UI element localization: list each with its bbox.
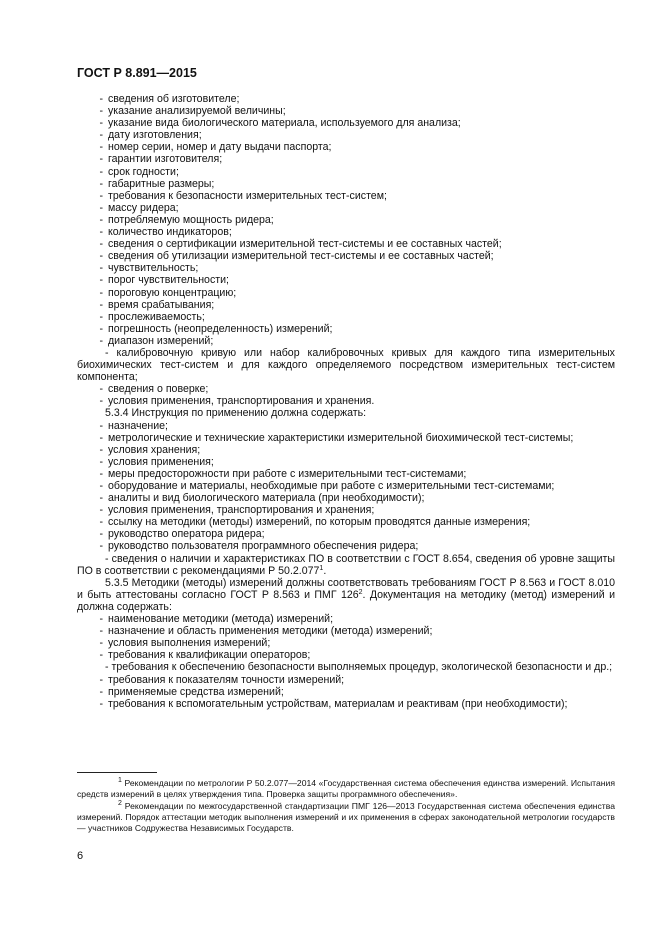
list-item-text: условия применения; bbox=[108, 455, 214, 468]
list-dash: - bbox=[99, 383, 103, 396]
list-item bbox=[77, 105, 615, 117]
list-dash: - bbox=[99, 117, 103, 130]
paragraph-safety: - требования к обеспечению безопасности выполняемых процедур, экологической безопасности и др.; bbox=[105, 661, 613, 674]
footnote-2-text: Рекомендации по межгосударственной стандартизации ПМГ 126—2013 Государственная система обеспечения единства измерений. Порядок аттестации методик выполнения измерений и их применения в сферах законодательной метрологии государств — участников Содружества Независимых Государств. bbox=[77, 801, 615, 833]
page-body bbox=[77, 93, 615, 710]
list-item bbox=[77, 444, 615, 456]
list-dash: - bbox=[99, 395, 103, 408]
list-item-text: чувствительность; bbox=[108, 262, 199, 275]
list-dash: - bbox=[99, 673, 103, 686]
list-item bbox=[77, 637, 615, 649]
list-dash: - bbox=[99, 262, 103, 275]
list-item bbox=[77, 516, 615, 528]
list-item-text: пороговую концентрацию; bbox=[108, 286, 237, 299]
list-item bbox=[77, 202, 615, 214]
list-item-text: требования к квалификации операторов; bbox=[108, 649, 311, 662]
list-dash: - bbox=[99, 310, 103, 323]
document-header: ГОСТ Р 8.891—2015 bbox=[77, 66, 197, 80]
list-item bbox=[77, 480, 615, 492]
list-item bbox=[77, 93, 615, 105]
list-item-text: дату изготовления; bbox=[108, 129, 202, 142]
list-dash: - bbox=[99, 177, 103, 190]
list-dash: - bbox=[99, 334, 103, 347]
list-item-text: прослеживаемость; bbox=[108, 310, 205, 323]
list-item bbox=[77, 274, 615, 286]
list-dash: - bbox=[99, 649, 103, 662]
list-item bbox=[77, 395, 615, 407]
list-item bbox=[77, 674, 615, 686]
list-item-text: количество индикаторов; bbox=[108, 226, 232, 239]
list-item-text: сведения о сертификации измерительной тест-системы и ее составных частей; bbox=[108, 238, 502, 251]
page-number: 6 bbox=[77, 850, 84, 862]
list-item bbox=[77, 311, 615, 323]
list-dash: - bbox=[99, 443, 103, 456]
list-item bbox=[77, 698, 615, 710]
paragraph-calibration-text: калибровочную кривую или набор калибровочных кривых для каждого типа измерительных биохимических тест-систем и для каждого определяемого посредством измерительных тест-систем компонента; bbox=[77, 346, 615, 384]
list-item-text: массу ридера; bbox=[108, 201, 179, 214]
list-item-text: срок годности; bbox=[108, 165, 179, 178]
paragraph-software: - сведения о наличии и характеристиках ПО в соответствии с ГОСТ 8.654, сведения об уровне защиты ПО в соответствии с рекомендациями Р 50.2.077$^1$. bbox=[77, 552, 615, 577]
section-5-3-5-end: . Документация на методику (метод) измерений и должна содержать: bbox=[77, 588, 615, 613]
list-item bbox=[77, 250, 615, 262]
list-item bbox=[77, 432, 615, 444]
list-item-text: условия выполнения измерений; bbox=[108, 637, 271, 650]
list-dash: - bbox=[99, 189, 103, 202]
footnote-ref-1: 1 bbox=[319, 564, 324, 572]
footnote-1-number: 1 bbox=[118, 777, 122, 784]
list-dash: - bbox=[99, 226, 103, 239]
list-dash: - bbox=[99, 238, 103, 251]
list-item bbox=[77, 528, 615, 540]
list-dash: - bbox=[99, 322, 103, 335]
footnote-2 bbox=[77, 801, 615, 834]
list-item-text: сведения об утилизации измерительной тест-системы и ее составных частей; bbox=[108, 250, 494, 263]
paragraph-calibration: - калибровочную кривую или набор калибровочных кривых для каждого типа измерительных биохимических тест-систем и для каждого определяемого посредством измерительных тест-систем компонента; bbox=[77, 346, 615, 384]
list-d bbox=[77, 613, 615, 661]
list-item bbox=[77, 323, 615, 335]
list-dash: - bbox=[99, 129, 103, 142]
list-item-text: ссылку на методики (методы) измерений, по которым проводятся данные измерения; bbox=[108, 516, 531, 529]
footnote-1 bbox=[77, 778, 615, 800]
list-item-text: время срабатывания; bbox=[108, 298, 215, 311]
footnote-1-text: Рекомендации по метрологии Р 50.2.077—2014 «Государственная система обеспечения единства измерений. Испытания средств измерений в целях утверждения типа. Проверка защиты программного обеспечения». bbox=[77, 778, 615, 799]
list-dash: - bbox=[99, 250, 103, 263]
list-dash: - bbox=[99, 528, 103, 541]
list-item bbox=[77, 540, 615, 552]
paragraph-software-end: . bbox=[323, 564, 327, 577]
list-item-text: диапазон измерений; bbox=[108, 334, 214, 347]
list-item-text: руководство оператора ридера; bbox=[108, 528, 265, 541]
list-dash: - bbox=[99, 431, 103, 444]
list-dash: - bbox=[99, 105, 103, 118]
list-item-text: оборудование и материалы, необходимые при работе с измерительными тест-системами; bbox=[108, 480, 555, 492]
list-item-text: потребляемую мощность ридера; bbox=[108, 213, 274, 226]
list-item bbox=[77, 468, 615, 480]
list-item-text: указание вида биологического материала, используемого для анализа; bbox=[108, 117, 461, 130]
section-5-3-5-text: 5.3.5 Методики (методы) измерений должны соответствовать требованиям ГОСТ Р 8.563 и ГОСТ 8.010 и быть аттестованы согласно ГОСТ Р 8.563 и ПМГ 126 bbox=[77, 576, 615, 601]
list-dash: - bbox=[99, 419, 103, 432]
list-item-text: сведения о поверке; bbox=[108, 383, 209, 396]
list-item-text: порог чувствительности; bbox=[108, 274, 229, 287]
list-item-text: назначение; bbox=[108, 419, 169, 432]
list-item bbox=[77, 117, 615, 129]
list-item-text: метрологические и технические характеристики измерительной биохимической тест-системы; bbox=[108, 431, 574, 444]
list-item bbox=[77, 420, 615, 432]
list-item bbox=[77, 190, 615, 202]
list-dash: - bbox=[99, 540, 103, 553]
list-a bbox=[77, 93, 615, 347]
paragraph-software-text: сведения о наличии и характеристиках ПО в соответствии с ГОСТ 8.654, сведения об уровне защиты ПО в соответствии с рекомендациями Р 50.2.077 bbox=[77, 552, 615, 577]
list-item bbox=[77, 238, 615, 250]
list-dash: - bbox=[99, 492, 103, 505]
list-dash: - bbox=[99, 165, 103, 178]
list-item-text: габаритные размеры; bbox=[108, 177, 215, 190]
list-b bbox=[77, 383, 615, 407]
list-item bbox=[77, 625, 615, 637]
list-item bbox=[77, 262, 615, 274]
list-item bbox=[77, 383, 615, 395]
list-item-text: гарантии изготовителя; bbox=[108, 153, 223, 166]
list-item bbox=[77, 129, 615, 141]
list-item bbox=[77, 214, 615, 226]
list-dash: - bbox=[99, 213, 103, 226]
list-dash: - bbox=[99, 298, 103, 311]
list-item bbox=[77, 226, 615, 238]
list-item bbox=[77, 613, 615, 625]
list-item bbox=[77, 492, 615, 504]
list-item bbox=[77, 504, 615, 516]
list-item bbox=[77, 153, 615, 165]
list-item bbox=[77, 299, 615, 311]
list-dash: - bbox=[99, 685, 103, 698]
list-item-text: номер серии, номер и дату выдачи паспорта; bbox=[108, 141, 332, 154]
list-c bbox=[77, 420, 615, 553]
list-item-text: условия применения, транспортирования и хранения. bbox=[108, 395, 375, 408]
footnote-ref-2: 2 bbox=[358, 588, 363, 596]
list-dash: - bbox=[99, 201, 103, 214]
list-item-text: меры предосторожности при работе с измерительными тест-системами; bbox=[108, 467, 467, 480]
list-dash: - bbox=[99, 467, 103, 480]
section-5-3-4: 5.3.4 Инструкция по применению должна содержать: bbox=[105, 407, 367, 420]
list-item bbox=[77, 141, 615, 153]
list-item-text: применяемые средства измерений; bbox=[108, 685, 284, 698]
list-dash: - bbox=[99, 274, 103, 287]
list-item-text: указание анализируемой величины; bbox=[108, 105, 286, 118]
list-item bbox=[77, 166, 615, 178]
list-dash: - bbox=[99, 504, 103, 517]
list-item-text: требования к безопасности измерительных тест-систем; bbox=[108, 189, 387, 202]
list-dash: - bbox=[99, 93, 103, 105]
list-dash: - bbox=[99, 141, 103, 154]
list-e bbox=[77, 674, 615, 710]
list-item-text: наименование методики (метода) измерений; bbox=[108, 613, 334, 626]
list-item bbox=[77, 456, 615, 468]
list-dash: - bbox=[99, 286, 103, 299]
footnotes bbox=[77, 778, 615, 835]
list-dash: - bbox=[99, 637, 103, 650]
list-item bbox=[77, 649, 615, 661]
list-item-text: назначение и область применения методики (метода) измерений; bbox=[108, 625, 433, 638]
list-item bbox=[77, 686, 615, 698]
list-item-text: погрешность (неопределенность) измерений; bbox=[108, 322, 333, 335]
list-item-text: руководство пользователя программного обеспечения ридера; bbox=[108, 540, 419, 553]
list-dash: - bbox=[99, 480, 103, 492]
section-5-3-5 bbox=[77, 577, 615, 613]
list-dash: - bbox=[99, 613, 103, 626]
list-dash: - bbox=[99, 516, 103, 529]
footnote-2-number: 2 bbox=[118, 800, 122, 807]
list-item bbox=[77, 178, 615, 190]
list-item-text: требования к показателям точности измерений; bbox=[108, 673, 345, 686]
list-item-text: требования к вспомогательным устройствам, материалам и реактивам (при необходимости); bbox=[108, 697, 568, 710]
list-dash: - bbox=[99, 625, 103, 638]
list-dash: - bbox=[99, 697, 103, 710]
list-item-text: условия хранения; bbox=[108, 443, 201, 456]
paragraph-safety-text: требования к обеспечению безопасности выполняемых процедур, экологической безопасности и др.; bbox=[111, 661, 613, 674]
list-item-text: аналиты и вид биологического материала (при необходимости); bbox=[108, 492, 425, 505]
list-item bbox=[77, 335, 615, 347]
list-item-text: условия применения, транспортирования и хранения; bbox=[108, 504, 375, 517]
list-dash: - bbox=[99, 455, 103, 468]
footnote-divider bbox=[77, 772, 157, 773]
list-dash: - bbox=[99, 153, 103, 166]
list-item-text: сведения об изготовителе; bbox=[108, 93, 240, 105]
list-item bbox=[77, 287, 615, 299]
